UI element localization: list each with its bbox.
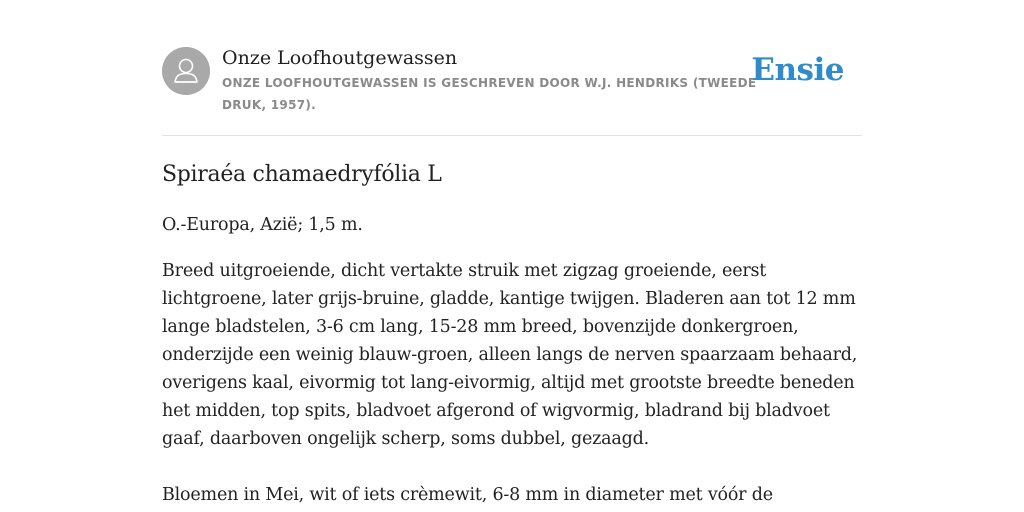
- entry-content: [162, 159, 866, 512]
- brand-logo[interactable]: Ensie: [751, 52, 844, 88]
- source-description: ONZE LOOFHOUTGEWASSEN IS GESCHREVEN DOOR W.J. HENDRIKS (TWEEDE DRUK, 1957).: [222, 76, 757, 112]
- entry-term: Spiraéa chamaedryfólia L: [162, 162, 442, 187]
- entry-paragraph: Bloemen in Mei, wit of iets crèmewit, 6-8 mm in diameter met vóór de: [162, 485, 773, 505]
- entry-paragraph: Breed uitgroeiende, dicht vertakte struik met zigzag groeiende, eerst lichtgroene, later grijs-bruine, gladde, kantige twijgen. Bladeren aan tot 12 mm lange bladstelen, 3-6 cm lang, 15-28 mm breed, bovenzijde donkergroen, onderzijde een weinig blauw-groen, alleen langs de nerven spaarzaam behaard, overigens kaal, eivormig tot lang-eivormig, altijd met grootste breedte beneden het midden, top spits, bladvoet afgerond of wigvormig, bladrand bij bladvoet gaaf, daarboven ongelijk scherp, soms dubbel, gezaagd.: [162, 261, 858, 449]
- source-title[interactable]: Onze Loofhoutgewassen: [222, 47, 458, 69]
- header-divider: [162, 135, 862, 136]
- entry-origin: O.-Europa, Azië; 1,5 m.: [162, 215, 363, 235]
- user-avatar-icon[interactable]: [162, 47, 210, 95]
- source-header: [162, 46, 862, 116]
